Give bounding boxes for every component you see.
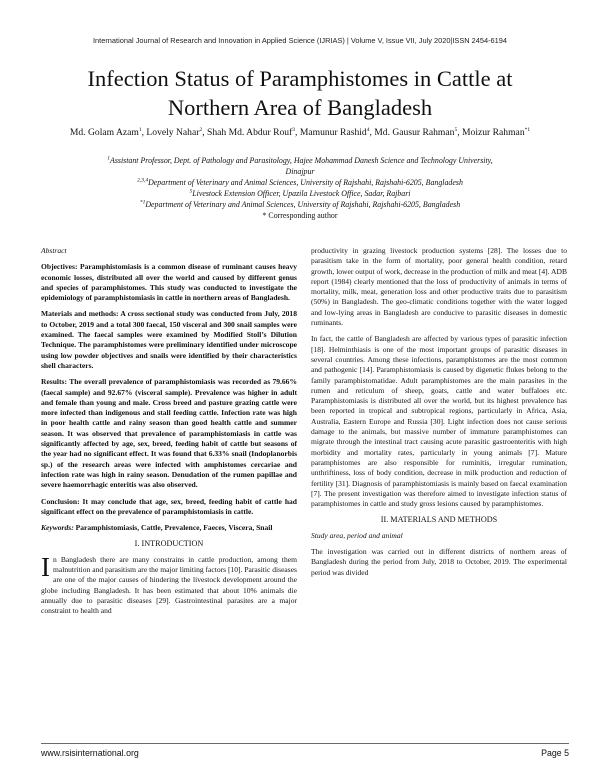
section-heading-introduction: I. INTRODUCTION [134, 539, 204, 549]
affiliation-line: $^5$Livestock Extension Officer, Upazila Livestock Office, Sadar, Rajbari [189, 188, 411, 198]
section-heading-methods: II. MATERIALS AND METHODS [380, 515, 498, 525]
page-number: Page 5 [541, 748, 569, 758]
author-name: Moizur Rahman [462, 127, 525, 138]
author-name: Mamunur Rashid [299, 127, 367, 138]
body-paragraph: In fact, the cattle of Bangladesh are affected by various types of parasitic infection [18]. Helminthiasis is one of the most important groups of parasitic diseases in several countries. Among these infections, paramphistomes are the most common and pathogenic [14]. Paramphistomiasis is caused by digenetic flukes belong to the family paramphistomatidae. Adult paramphistomes are the main parasites in the rumen and reticulum of sheep, goats, cattle and water buffaloes etc. Paramphistomiasis is distributed all over the world, but its highest prevalence has been reported in tropical and subtropical regions, particularly in Africa, Asia, Australia, Eastern Europe and Russia [30]. Light infection does not cause serious damage to the animals, but massive number of immature paramphistomes can migrate through the intestinal tract causing acute parasitic gastroenteritis with high morbidity and mortality rates, particularly in young animals [7]. Mature paramphistomes are also responsible for ruminitis, irregular rumination, unthriftiness, loss of body condition, decrease in milk production and reduction of fertility [31]. Diagnosis of paramphistomiasis is mainly based on faecal examination [7]. The present investigation was therefore aimed to investigate infection status of paramphistomes in cattle and study gross lesions caused by paramphistomes. [311, 334, 567, 509]
abstract-paragraph: Materials and methods: A cross sectional study was conducted from July, 2018 to October, 2019 and a total 300 faecal, 150 visceral and 300 snail samples were examined. The faecal samples were examined by Modified Stoll’s Dilution Technique. The paramphistomes were preliminary identified under microscope using low powder objectives and snails were identified by their characteristics shell characters. [41, 309, 297, 370]
abstract-paragraph: Objectives: Paramphistomiasis is a common disease of ruminant causes heavy economic losses, distributed all over the world and caused by different genus and species of paramphistomes. This study was conducted to investigate the epidemiology of paramphistomiasis in cattle in northern areas of Bangladesh. [41, 262, 297, 303]
author-name: Shah Md. Abdur Rouf [206, 127, 293, 138]
affiliation-line: $^1$Assistant Professor, Dept. of Pathology and Parasitology, Hajee Mohammad Danesh Science and Technology University, [107, 155, 493, 165]
abstract-paragraph: Conclusion: It may conclude that age, sex, breed, feeding habit of cattle had significant effect on the prevalence of paramphistomiasis in cattle. [41, 496, 297, 516]
abstract-heading: Abstract [41, 246, 67, 255]
paper-title: Infection Status of Paramphistomes in Cattle at Northern Area of Bangladesh [87, 66, 513, 120]
drop-cap: I [41, 551, 50, 582]
keywords: Keywords: Paramphistomiasis, Cattle, Prevalence, Faeces, Viscera, Snail [41, 523, 273, 533]
affiliations [40, 155, 560, 221]
affiliation-line: $^{2,3,4}$Department of Veterinary and Animal Sciences, University of Rajshahi, Rajshahi-6205, Bangladesh [137, 177, 463, 187]
subsection-heading: Study area, period and animal [311, 530, 403, 540]
footer-divider [41, 743, 569, 744]
body-paragraph: The investigation was carried out in different districts of northern areas of Bangladesh during the period from July, 2018 to October, 2019. The experimental period was divided [311, 547, 567, 577]
footer-website: www.rsisinternational.org [41, 748, 139, 758]
affiliation-line: $^{*1}$Department of Veterinary and Animal Sciences, University of Rajshahi, Rajshahi-6205, Bangladesh [139, 199, 461, 209]
right-column [311, 246, 567, 584]
intro-paragraph: In Bangladesh there are many constrains in cattle production, among them malnutrition and parasitism are the major limiting factors [10]. Parasitic diseases are one of the major causes of hindering the livestock development around the globe including Bangladesh. It has been estimated that about 10% animals die annually due to parasitic diseases [29]. Gastrointestinal parasites are a major constraint to health and [41, 551, 297, 616]
author-name: Lovely Nahar [146, 127, 200, 138]
journal-header: International Journal of Research and Innovation in Applied Science (IJRIAS) | Volume V, Issue VII, July 2020|ISSN 2454-6194 [93, 36, 507, 45]
left-column [41, 246, 297, 623]
abstract-paragraph: Results: The overall prevalence of paramphistomiasis was recorded as 79.66% (faecal sample) and 92.67% (visceral sample). Prevalence was higher in adult and female than young and male. Cross breed and pasture grazing cattle were more infected than indigenous and stall feeding cattle. Infection rate was high in poor health cattle and rainy season than good health cattle and summer season. It was observed that prevalence of paramphistomiasis in cattle was significantly affected by age, sex, breed, feeding habit of cattle but seasons of the year had no significant effect. It was found that 6.33% snail (Indoplanorbis sp.) of the research areas were infected with amphistomes cercariae and infection rate was high in rainy season. Denudation of the rumen papillae and severe haemorrhagic enteritis was also observed. [41, 377, 297, 490]
author-name: Md. Gausur Rahman [374, 127, 455, 138]
corresponding-author: * Corresponding author [262, 211, 338, 220]
affiliation-line: Dinajpur [285, 167, 315, 176]
body-paragraph: productivity in grazing livestock production systems [28]. The losses due to parasitism take in the form of mortality, poor general health condition, retard growth, lower output of work, decrease in the production of milk and meat [4]. ADB report (1984) clearly mentioned that the loss of productivity of animals in terms of mortality, milk, meat, generation loss and other productive traits due to parasitism (50%) in Bangladesh. The geo-climatic conditions together with the water logged and low-lying areas in Bangladesh are conducive to parasitic diseases in domestic ruminants. [311, 246, 567, 328]
author-name: Md. Golam Azam [69, 127, 139, 138]
author-list: Md. Golam Azam$^1$, Lovely Nahar$^2$, Shah Md. Abdur Rouf$^3$, Mamunur Rashid$^4$, Md. Gausur Rahman$^5$, Moizur Rahman$^{*1}$ [69, 126, 531, 138]
